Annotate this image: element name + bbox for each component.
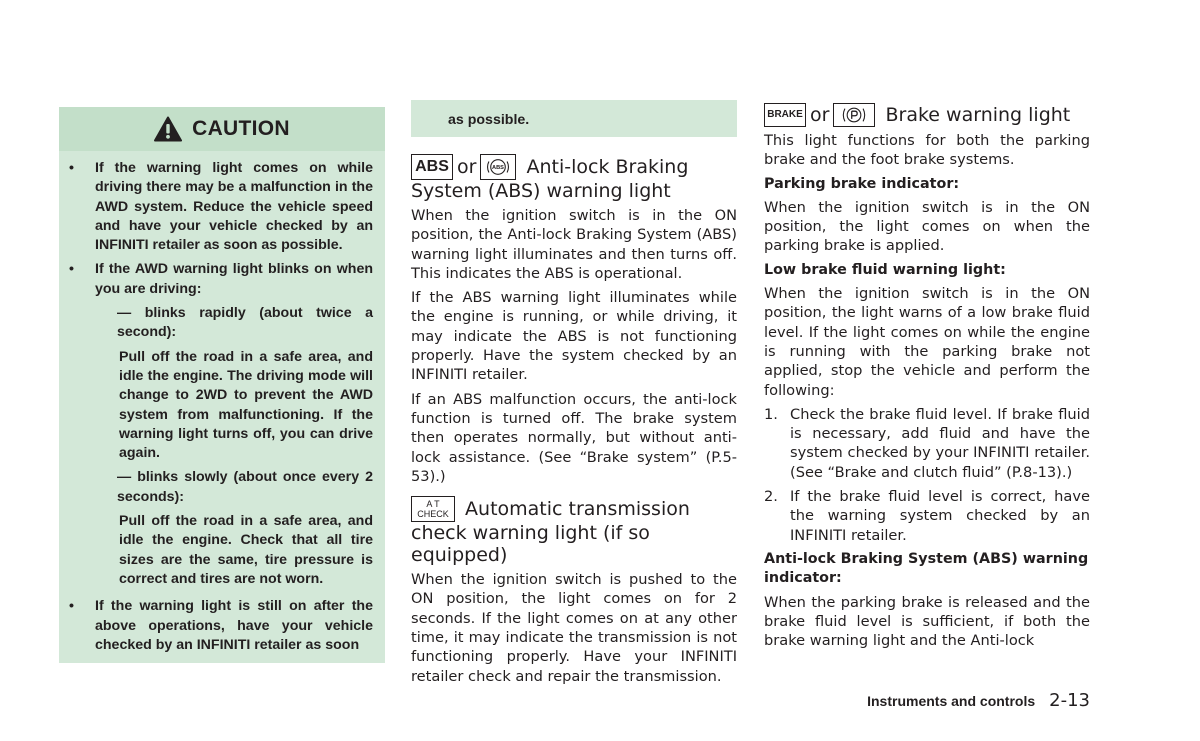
abs-indicator-text: When the parking brake is released and the brake fluid level is sufficient, if both the brake warning light and the Anti-lock bbox=[764, 593, 1090, 650]
caution-title: CAUTION bbox=[192, 117, 290, 140]
caution-subitem-rapid bbox=[59, 304, 385, 343]
caution-item bbox=[59, 159, 385, 255]
caution-item-text: If the warning light is still on after the above operations, have your vehicle checked by an INFINITI retailer as soon bbox=[95, 598, 373, 653]
at-paragraph: When the ignition switch is pushed to the ON position, the light comes on for 2 seconds. If the light comes on at any other time, it may indicate the transmission is not functioning properly. Have your INFINITI retailer check and repair the transmission. bbox=[411, 571, 737, 685]
caution-subitem-label: — blinks slowly (about once every 2 seconds): bbox=[117, 469, 373, 505]
abs-paragraph: If an ABS malfunction occurs, the anti-lock function is turned off. The brake system then operates normally, but without anti-lock assistance. (See “Brake system” (P.5-53).) bbox=[411, 390, 737, 485]
page-footer bbox=[867, 690, 1090, 711]
low-fluid-subheading: Low brake fluid warning light: bbox=[764, 261, 1006, 278]
caution-continued-box bbox=[411, 100, 737, 137]
caution-body bbox=[59, 159, 385, 660]
list-item-text: If the brake fluid level is correct, have the warning system checked by an INFINITI retailer. bbox=[790, 488, 1090, 544]
brake-steps-list bbox=[764, 405, 1090, 545]
brake-icon: BRAKE bbox=[764, 103, 806, 127]
brake-warning-heading bbox=[764, 103, 1090, 127]
caution-item bbox=[59, 597, 385, 655]
parking-brake-text: When the ignition switch is in the ON position, the light comes on when the parking brake is applied. bbox=[764, 198, 1090, 255]
abs-warning-heading bbox=[411, 154, 737, 202]
abs-icon: ABS bbox=[411, 154, 453, 180]
abs-paragraph: If the ABS warning light illuminates while the engine is running, or while driving, it may indicate the ABS is not functioning properly. Have the system checked by an INFINITI retailer. bbox=[411, 289, 737, 384]
warning-triangle-icon bbox=[154, 116, 182, 142]
svg-text:ABS: ABS bbox=[492, 165, 505, 172]
list-item bbox=[764, 487, 1090, 545]
column-3 bbox=[764, 103, 1090, 655]
parking-brake-subheading: Parking brake indicator: bbox=[764, 175, 960, 192]
caution-continued-text: as possible. bbox=[448, 112, 530, 128]
brake-intro: This light functions for both the parking brake and the foot brake systems. bbox=[764, 132, 1090, 169]
abs-heading-text: Anti-lock Braking System (ABS) warning light bbox=[411, 155, 689, 202]
bullet: • bbox=[69, 261, 74, 278]
or-text: or bbox=[810, 104, 830, 126]
caution-subitem-slow bbox=[59, 468, 385, 507]
caution-item bbox=[59, 260, 385, 299]
list-number: 2. bbox=[764, 488, 778, 506]
brake-heading-text: Brake warning light bbox=[885, 103, 1071, 126]
bullet: • bbox=[69, 598, 74, 615]
abs-paragraph: When the ignition switch is in the ON position, the Anti-lock Braking System (ABS) warning light illuminates and then turns off. This indicates the ABS is operational. bbox=[411, 207, 737, 282]
caution-item-text: If the AWD warning light blinks on when you are driving: bbox=[95, 261, 373, 297]
low-fluid-text: When the ignition switch is in the ON position, the light warns of a low brake fluid level. If the light comes on while the engine is running with the parking brake not applied, stop the vehicle and perform the following: bbox=[764, 285, 1090, 399]
at-check-heading bbox=[411, 496, 737, 566]
bullet: • bbox=[69, 160, 74, 176]
abs-circle-icon bbox=[480, 154, 516, 180]
list-item-text: Check the brake fluid level. If brake fluid is necessary, add fluid and have the system checked by your INFINITI retailer. (See “Brake and clutch fluid” (P.8-13).) bbox=[790, 405, 1090, 481]
caution-item-text: If the warning light comes on while driving there may be a malfunction in the AWD system. Reduce the vehicle speed and have your vehicle checked by an INFINITI retailer as soon as possible. bbox=[95, 160, 373, 254]
brake-circle-icon bbox=[833, 103, 875, 127]
page-number: 2-13 bbox=[1049, 690, 1090, 711]
column-2 bbox=[411, 154, 737, 691]
at-check-icon: A T CHECK bbox=[411, 496, 455, 522]
list-item bbox=[764, 405, 1090, 482]
caution-header bbox=[59, 107, 385, 151]
footer-section-title: Instruments and controls bbox=[867, 693, 1036, 709]
caution-box bbox=[59, 107, 385, 663]
at-heading-text: Automatic transmission check warning light (if so equipped) bbox=[411, 497, 690, 567]
or-text: or bbox=[457, 156, 477, 178]
caution-subitem-label: — blinks rapidly (about twice a second): bbox=[117, 305, 373, 341]
caution-subitem-text: Pull off the road in a safe area, and idle the engine. Check that all tire sizes are the same, tire pressure is correct and tires are not worn. bbox=[119, 513, 373, 587]
abs-indicator-subheading: Anti-lock Braking System (ABS) warning indicator: bbox=[764, 550, 1089, 587]
list-number: 1. bbox=[764, 405, 778, 423]
caution-subitem-text: Pull off the road in a safe area, and idle the engine. The driving mode will change to 2WD to prevent the AWD system from malfunctioning. If the warning light turns off, you can drive again. bbox=[119, 348, 373, 462]
